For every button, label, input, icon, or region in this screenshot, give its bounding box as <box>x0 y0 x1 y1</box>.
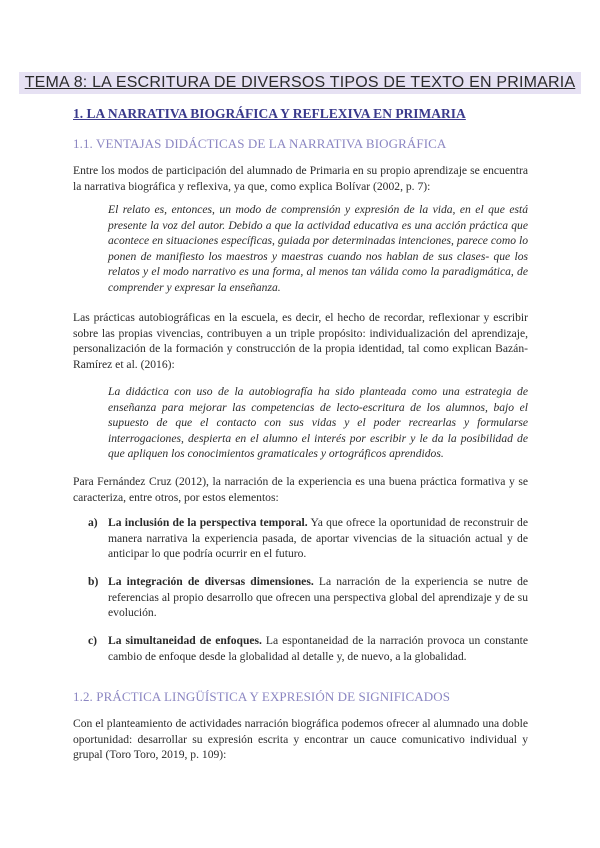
list-item-text: La espontaneidad de la narración provoca un constante cambio de enfoque desde la globalidad al detalle y, de nuevo, a la globalidad. <box>108 634 529 663</box>
document-title <box>0 72 600 94</box>
list-item-bold: La simultaneidad de enfoques. <box>108 634 262 647</box>
paragraph-2: Las prácticas autobiográficas en la escuela, es decir, el hecho de recordar, reflexionar y escribir sobre las propias vivencias, contribuyen a un triple propósito: individualización del aprendizaje, personalización de la formación y construcción de la propia identidad, tal como explican Bazán-Ramírez et al. (2016): <box>73 311 528 371</box>
list-item-bold: La inclusión de la perspectiva temporal. <box>108 516 308 529</box>
document-title-text: TEMA 8: LA ESCRITURA DE DIVERSOS TIPOS DE TEXTO EN PRIMARIA <box>19 72 582 94</box>
list-item <box>88 515 528 562</box>
paragraph-4: Con el planteamiento de actividades narración biográfica podemos ofrecer al alumnado una doble oportunidad: desarrollar su expresión escrita y encontrar un cauce comunicativo individual y grupal (Toro Toro, 2019, p. 109): <box>73 717 528 762</box>
block-quote-1: El relato es, entonces, un modo de comprensión y expresión de la vida, en el que está presente la voz del autor. Debido a que la actividad educativa es una acción práctica que acontece en situaciones específicas, guiada por determinadas intenciones, parece como lo ponen de manifiesto los maestros y maestras cuando nos hablan de sus clases- que los relatos y el modo narrativo es una forma, al menos tan válida como la paradigmática, de comprender y expresar la enseñanza. <box>108 203 528 294</box>
list-item <box>88 633 528 664</box>
list-item-text: La narración de la experiencia se nutre de referencias al propio desarrollo que ofrecen una perspectiva global del aprendizaje y de su evolución. <box>108 575 529 620</box>
subsection-heading-1-2: 1.2. PRÁCTICA LINGÜÍSTICA Y EXPRESIÓN DE SIGNIFICADOS <box>73 689 451 704</box>
list-item <box>88 574 528 621</box>
block-quote-2: La didáctica con uso de la autobiografía ha sido planteada como una estrategia de enseñanza para mejorar las competencias de lecto-escritura de los alumnos, bajo el supuesto de que el contacto con sus vidas y el poder recrearlas y formularse interrogaciones, despierta en el alumno el interés por escribir y le da la posibilidad de que apliquen los conocimientos gramaticales y ortográficos aprendidos. <box>108 385 528 461</box>
list-marker: b) <box>88 575 99 588</box>
paragraph-3: Para Fernández Cruz (2012), la narración de la experiencia es una buena práctica formativa y se caracteriza, entre otros, por estos elementos: <box>73 475 528 504</box>
subsection-heading-1-1: 1.1. VENTAJAS DIDÁCTICAS DE LA NARRATIVA BIOGRÁFICA <box>73 136 447 151</box>
list-item-bold: La integración de diversas dimensiones. <box>108 575 314 588</box>
list-item-text: Ya que ofrece la oportunidad de reconstruir de manera narrativa la experiencia pasada, de aportar vivencias de la situación actual y de anticipar lo que podría ocurrir en el futuro. <box>108 516 528 561</box>
section-heading-1: 1. LA NARRATIVA BIOGRÁFICA Y REFLEXIVA EN PRIMARIA <box>73 106 466 121</box>
list-marker: c) <box>88 634 98 647</box>
paragraph-1: Entre los modos de participación del alumnado de Primaria en su propio aprendizaje se encuentra la narrativa biográfica y reflexiva, ya que, como explica Bolívar (2002, p. 7): <box>73 164 528 193</box>
list-marker: a) <box>88 516 98 529</box>
